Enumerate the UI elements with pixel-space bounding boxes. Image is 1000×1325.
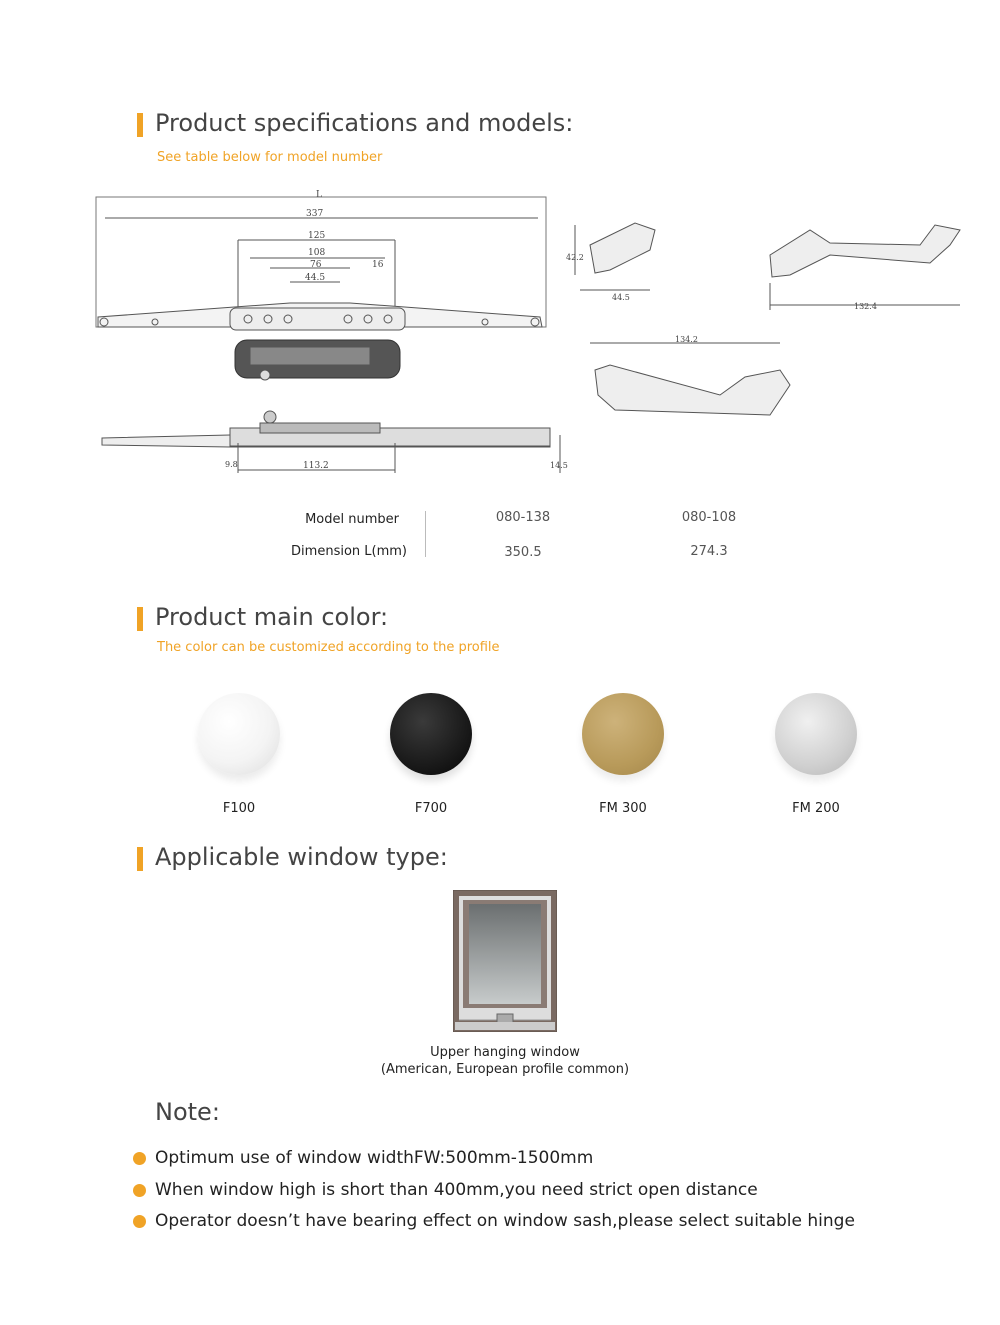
- dim-44-5: 44.5: [305, 273, 326, 283]
- spec-title: Product specifications and models:: [155, 109, 574, 137]
- section-marker: [137, 607, 143, 631]
- note-text: Optimum use of window widthFW:500mm-1500mm: [155, 1148, 594, 1168]
- note-text: When window high is short than 400mm,you need strict open distance: [155, 1180, 758, 1200]
- dim-16: 16: [372, 260, 384, 270]
- window-caption-line1: Upper hanging window: [430, 1045, 580, 1060]
- dim-9-8: 9.8: [225, 460, 238, 469]
- dim-108: 108: [308, 248, 326, 258]
- dim-132-4: 132.4: [854, 302, 877, 311]
- swatch-label-f100: F100: [222, 801, 256, 816]
- window-title: Applicable window type:: [155, 843, 448, 871]
- note-item: [133, 1180, 758, 1200]
- swatch-f100: [198, 693, 280, 775]
- dim-337: 337: [306, 209, 324, 219]
- swatch-f700: [390, 693, 472, 775]
- note-title: Note:: [155, 1098, 220, 1126]
- table-model-1: 080-138: [495, 510, 551, 525]
- table-divider: [425, 511, 426, 557]
- dim-42-2: 42.2: [566, 253, 584, 262]
- swatch-label-fm200: FM 200: [792, 801, 840, 816]
- swatch-label-fm300: FM 300: [599, 801, 647, 816]
- section-marker: [137, 847, 143, 871]
- bullet-icon: [133, 1215, 146, 1228]
- dim-134-2: 134.2: [675, 335, 698, 344]
- swatch-fm300: [582, 693, 664, 775]
- table-model-2: 080-108: [681, 510, 737, 525]
- window-caption-line2: (American, European profile common): [380, 1062, 630, 1077]
- technical-drawing: [90, 185, 970, 480]
- swatch-label-f700: F700: [414, 801, 448, 816]
- color-subtitle: The color can be customized according to the profile: [157, 640, 500, 655]
- dim-76: 76: [310, 260, 322, 270]
- note-item: [133, 1148, 593, 1168]
- table-label-dimension: Dimension L(mm): [291, 544, 407, 559]
- swatch-fm200: [775, 693, 857, 775]
- window-illustration: [453, 890, 557, 1032]
- bullet-icon: [133, 1152, 146, 1165]
- table-dimension-1: 350.5: [504, 545, 542, 560]
- section-marker: [137, 113, 143, 137]
- bullet-icon: [133, 1184, 146, 1197]
- dim-113-2: 113.2: [303, 461, 329, 471]
- spec-subtitle: See table below for model number: [157, 150, 383, 165]
- dim-44-5-b: 44.5: [612, 293, 630, 302]
- dim-l: L: [316, 190, 322, 200]
- color-title: Product main color:: [155, 603, 389, 631]
- dim-14-5: 14.5: [550, 461, 568, 470]
- table-dimension-2: 274.3: [690, 544, 728, 559]
- note-text: Operator doesn’t have bearing effect on window sash,please select suitable hinge: [155, 1211, 855, 1231]
- dim-125: 125: [308, 231, 326, 241]
- note-item: [133, 1211, 855, 1231]
- table-label-model: Model number: [305, 512, 399, 527]
